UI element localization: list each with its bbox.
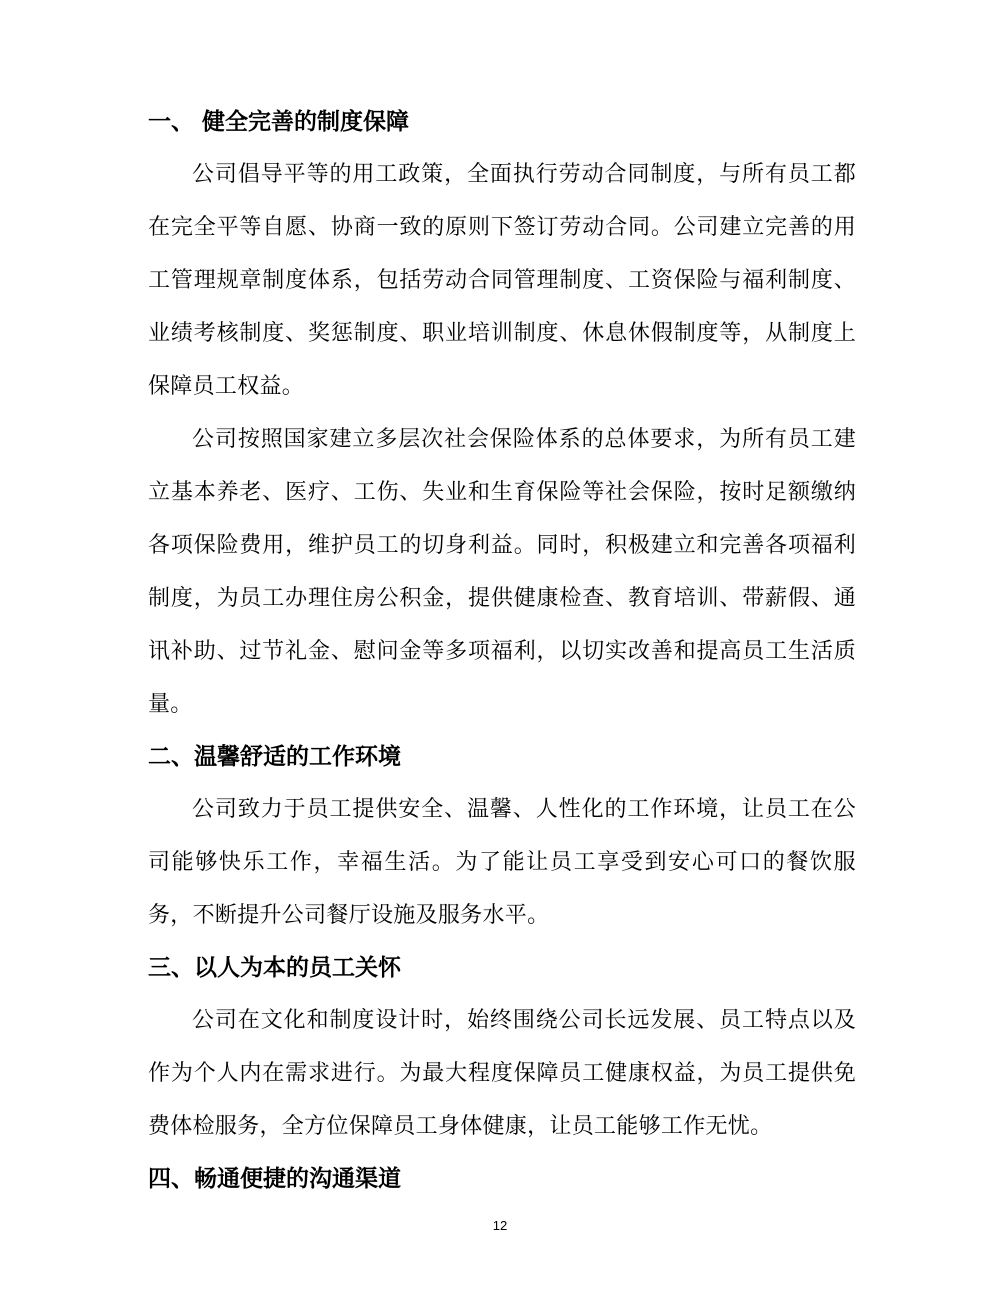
- paragraph: 公司倡导平等的用工政策，全面执行劳动合同制度，与所有员工都在完全平等自愿、协商一致的原则下签订劳动合同。公司建立完善的用工管理规章制度体系，包括劳动合同管理制度、工资保险与福利制度、业绩考核制度、奖惩制度、职业培训制度、休息休假制度等，从制度上保障员工权益。: [148, 162, 856, 399]
- section-2: [148, 731, 856, 942]
- section-1: [148, 96, 856, 731]
- section-3: [148, 942, 856, 1153]
- section-4: [148, 1153, 856, 1205]
- section-heading: 三、以人为本的员工关怀: [148, 955, 401, 981]
- paragraph: 公司按照国家建立多层次社会保险体系的总体要求，为所有员工建立基本养老、医疗、工伤、失业和生育保险等社会保险，按时足额缴纳各项保险费用，维护员工的切身利益。同时，积极建立和完善各项福利制度，为员工办理住房公积金，提供健康检查、教育培训、带薪假、通讯补助、过节礼金、慰问金等多项福利，以切实改善和提高员工生活质量。: [148, 427, 856, 717]
- document-body: [148, 96, 856, 1205]
- section-heading: 四、畅通便捷的沟通渠道: [148, 1166, 401, 1192]
- paragraph: 公司在文化和制度设计时，始终围绕公司长远发展、员工特点以及作为个人内在需求进行。为最大程度保障员工健康权益，为员工提供免费体检服务，全方位保障员工身体健康，让员工能够工作无忧。: [148, 1008, 856, 1139]
- section-heading: 二、温馨舒适的工作环境: [148, 744, 401, 770]
- section-heading: 一、 健全完善的制度保障: [148, 109, 410, 135]
- paragraph: 公司致力于员工提供安全、温馨、人性化的工作环境，让员工在公司能够快乐工作，幸福生活。为了能让员工享受到安心可口的餐饮服务，不断提升公司餐厅设施及服务水平。: [148, 797, 856, 928]
- page-number: 12: [492, 1218, 508, 1233]
